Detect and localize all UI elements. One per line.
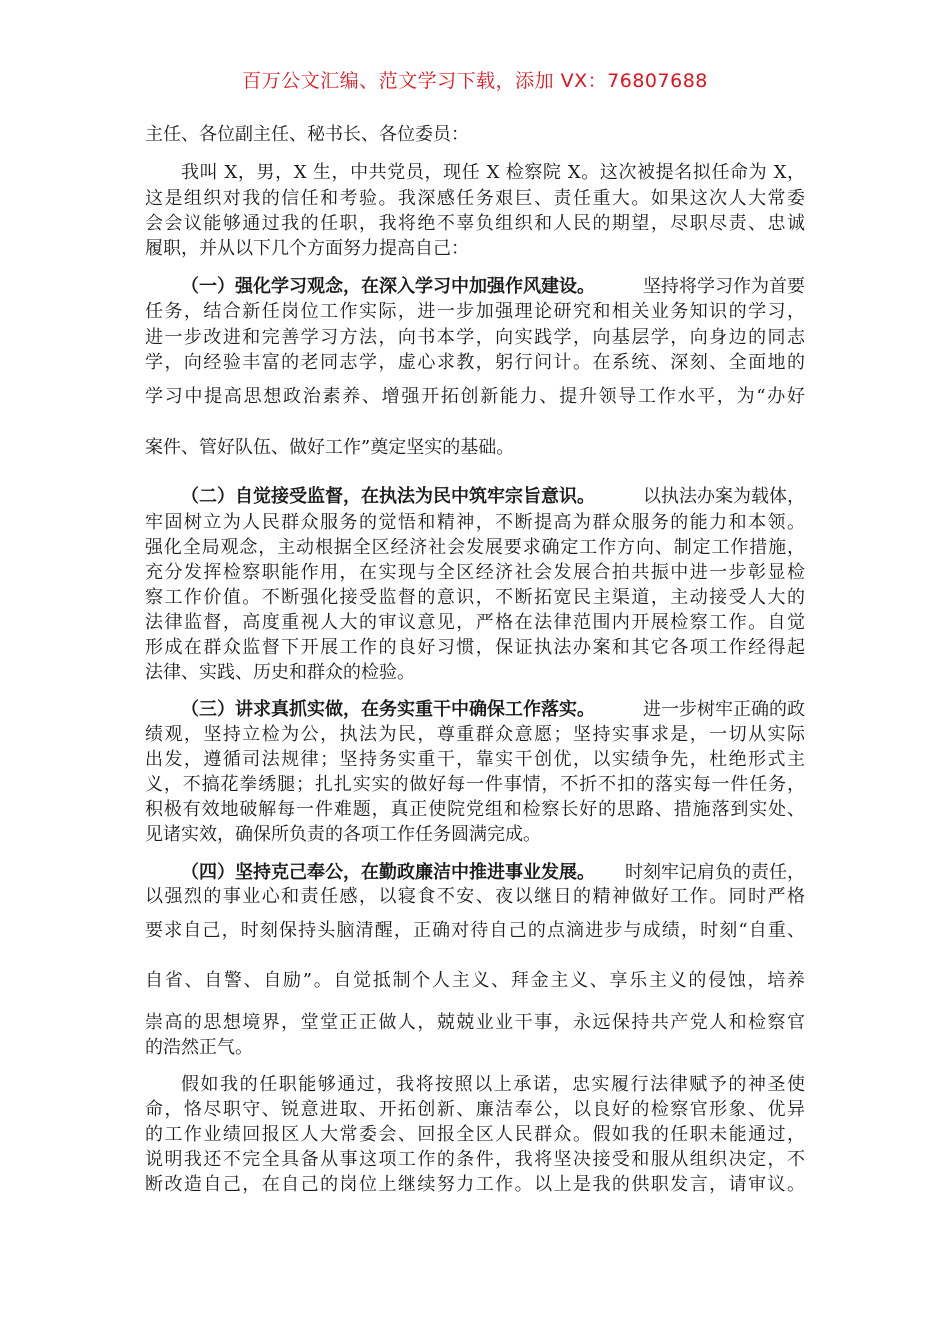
intro-line: 会会议能够通过我的任职，我将绝不辜负组织和人民的期望，尽职尽责、忠诚: [145, 213, 805, 234]
speech-document: [145, 122, 805, 1195]
section-2-line: 法律、实践、历史和群众的检验。: [145, 662, 415, 683]
section-4-title: （四）坚持克己奉公，在勤政廉洁中推进事业发展。: [181, 862, 595, 883]
section-4-line: 的浩然正气。: [145, 1037, 253, 1058]
closing-line: 说明我还不完全具备从事这项工作的条件，我将坚决接受和服从组织决定，不: [145, 1149, 805, 1170]
section-2-line: 牢固树立为人民群众服务的觉悟和精神，不断提高为群众服务的能力和本领。: [145, 512, 805, 533]
section-1-line: 任务，结合新任岗位工作实际，进一步加强理论研究和相关业务知识的学习，: [145, 301, 805, 322]
section-2-first-line: [181, 484, 805, 510]
section-2-line: 强化全局观念，主动根据全区经济社会发展要求确定工作方向、制定工作措施，: [145, 537, 805, 558]
section-2-line: 法律监督，高度重视人大的审议意见，严格在法律范围内开展检察工作。自觉: [145, 612, 805, 633]
section-4-line: 以强烈的事业心和责任感，以寝食不安、夜以继日的精神做好工作。同时严格: [145, 886, 805, 907]
section-3-line: 进一步树牢正确的政: [643, 699, 805, 720]
section-3-line: 出发，遵循司法规律；坚持务实重干，靠实干创优，以实绩争先，杜绝形式主: [145, 749, 805, 770]
intro-line: 我叫 X，男，X 生，中共党员，现任 X 检察院 X。这次被提名拟任命为 X，: [181, 162, 805, 183]
section-3-line: 见诸实效，确保所负责的各项工作任务圆满完成。: [145, 824, 541, 845]
section-2-line: 察工作价值。不断强化接受监督的意识，不断拓宽民主渠道，主动接受人大的: [145, 587, 805, 608]
section-4-line: 自省、自警、自励”。自觉抵制个人主义、拜金主义、享乐主义的侵蚀，培养: [145, 970, 805, 991]
salutation: 主任、各位副主任、秘书长、各位委员：: [145, 124, 469, 145]
section-1-line: 学，向经验丰富的老同志学，虚心求教，躬行问计。在系统、深刻、全面地的: [145, 352, 805, 373]
section-1-line: 案件、管好队伍、做好工作”奠定坚实的基础。: [145, 437, 515, 458]
section-3-line: 积极有效地破解每一件难题，真正使院党组和检察长好的思路、措施落到实处、: [145, 799, 805, 820]
section-1-line: 坚持将学习作为首要: [643, 276, 805, 297]
section-3-line: 绩观，坚持立检为公，执法为民，尊重群众意愿；坚持实事求是，一切从实际: [145, 724, 805, 745]
section-3-line: 义，不搞花拳绣腿；扎扎实实的做好每一件事情，不折不扣的落实每一件任务，: [145, 774, 805, 795]
section-3-first-line: [181, 697, 805, 723]
intro-line: 履职，并从以下几个方面努力提高自己：: [145, 238, 469, 259]
section-2-line: 充分发挥检察职能作用，在实现与全区经济社会发展合拍共振中进一步彰显检: [145, 562, 805, 583]
intro-line: 这是组织对我的信任和考验。我深感任务艰巨、责任重大。如果这次人大常委: [145, 188, 805, 209]
section-3-title: （三）讲求真抓实做，在务实重干中确保工作落实。: [181, 699, 595, 720]
closing-line: 假如我的任职能够通过，我将按照以上承诺，忠实履行法律赋予的神圣使: [181, 1074, 805, 1095]
section-2-line: 以执法办案为载体，: [643, 486, 805, 507]
download-banner: 百万公文汇编、范文学习下载，添加 VX：76807688: [242, 70, 708, 92]
closing-line: 命，恪尽职守、锐意进取、开拓创新、廉洁奉公，以良好的检察官形象、优异: [145, 1099, 805, 1120]
section-4-line: 要求自己，时刻保持头脑清醒，正确对待自己的点滴进步与成绩，时刻“自重、: [145, 920, 805, 941]
section-4-line: 崇高的思想境界，堂堂正正做人，兢兢业业干事，永远保持共产党人和检察官: [145, 1012, 805, 1033]
section-2-title: （二）自觉接受监督，在执法为民中筑牢宗旨意识。: [181, 486, 595, 507]
section-1-line: 学习中提高思想政治素养、增强开拓创新能力、提升领导工作水平，为“办好: [145, 386, 805, 407]
section-1-first-line: [181, 274, 805, 300]
closing-line: 的工作业绩回报区人大常委会、回报全区人民群众。假如我的任职未能通过，: [145, 1124, 805, 1145]
section-2-line: 形成在群众监督下开展工作的良好习惯，保证执法办案和其它各项工作经得起: [145, 637, 805, 658]
section-4-line: 时刻牢记肩负的责任，: [625, 862, 805, 883]
section-1-line: 进一步改进和完善学习方法，向书本学，向实践学，向基层学，向身边的同志: [145, 327, 805, 348]
section-1-title: （一）强化学习观念，在深入学习中加强作风建设。: [181, 276, 595, 297]
section-4-first-line: [181, 860, 805, 886]
closing-line: 断改造自己，在自己的岗位上继续努力工作。以上是我的供职发言，请审议。: [145, 1174, 805, 1195]
